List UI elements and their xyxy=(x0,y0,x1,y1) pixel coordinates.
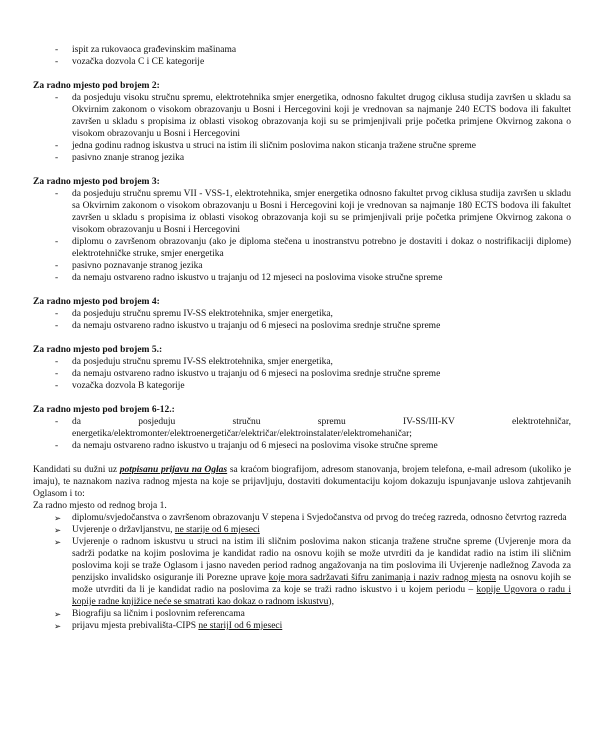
list-item: ➢ diplomu/svjedočanstva o završenom obrazovanju V stepena i Svjedočanstva od prvog do trećeg razreda, odnosno četvrtog razreda xyxy=(54,513,567,523)
list-item: - da posjeduju stručnu spremu IV-SS/III-KV elektrotehničar, energetika/elektromonter/elektroenergetičar/električar/elektroinstalater/elektromehaničar; xyxy=(55,417,571,439)
list-item: - da nemaju ostvareno radno iskustvo u trajanju od 6 mjeseci na poslovima srednje stručne spreme xyxy=(55,321,441,331)
list-item: - vozačka dozvola C i CE kategorije xyxy=(55,57,205,67)
position-1-label: Za radno mjesto od rednog broja 1. xyxy=(33,501,167,511)
list-item: - vozačka dozvola B kategorije xyxy=(55,381,185,391)
section-position-4 xyxy=(33,296,571,332)
list-item: - da nemaju ostvareno radno iskustvo u trajanju od 12 mjeseci na poslovima visoke stručne spreme xyxy=(55,273,443,283)
required-documents-list xyxy=(33,512,571,632)
list-item: - diplomu o završenom obrazovanju (ako je diploma stečena u inostranstvu potrebno je dostaviti i dokaz o nostrifikaciji diplome) elektrotehničke struke, smjer energetika xyxy=(55,237,571,259)
list-item: - da posjeduju stručnu spremu IV-SS elektrotehnika, smjer energetika, xyxy=(55,309,333,319)
dash-bullet: - xyxy=(55,45,59,55)
section-heading: Za radno mjesto pod brojem 4: xyxy=(33,297,160,307)
section-heading: Za radno mjesto pod brojem 5.: xyxy=(33,345,163,355)
arrow-bullet-icon: ➢ xyxy=(54,537,62,547)
section-heading: Za radno mjesto pod brojem 3: xyxy=(33,177,160,187)
section-position-5 xyxy=(33,344,571,392)
list-item: ➢ Uvjerenje o državljanstvu, ne starije od 6 mjeseci xyxy=(54,525,260,535)
application-instructions: Kandidati su dužni uz potpisanu prijavu na Oglas sa kraćom biografijom, adresom stanovanja, brojem telefona, e-mail adresom (ukoliko je imaju), te naznakom naziva radnog mjesta na koje se prijavljuju, dostaviti dokumentaciju kojom dokazuju ispunjavanje uslova zahtjevanih Oglasom i to: xyxy=(33,465,572,499)
list-item: ➢ Uvjerenje o radnom iskustvu u struci na istim ili sličnim poslovima nakon sticanja tražene stručne spreme (Uvjerenje mora da sadrži podatke na kojim poslovima je kandidat radio na osnovu kojih se može utvrditi da je kandidat radio na istim ili sličnim poslovima koji se traže Oglasom i jasno naveden period radnog angažovanja na tim poslovima ili Uvjerenje nadležnog Zavoda za penzijsko invalidsko osiguranje ili Porezne uprave koje mora sadržavati šifru zanimanja i naziv radnog mjesta na osnovu kojih se može utvrditi da li je kandidat radio na poslovima za koje se traži radno iskustvo i u kojem periodu – kopije Ugovora o radu i kopije radne knjižice neće se smatrati kao dokaz o radnom iskustvu), xyxy=(54,537,571,607)
list-item: - da posjeduju stručnu spremu VII - VSS-1, elektrotehnika, smjer energetika odnosno fakultet prvog ciklusa studija završen u skladu sa Okvirnim zakonom o visokom obrazovanju u Bosni i Hercegovini koji je vrednovan sa najmanje 180 ECTS bodova ili fakultet završen u skladu s propisima iz oblasti visokog obrazovanja koji su se primjenjivali prije početka primjene Okvirnog zakona o visokom obrazovanju u Bosni i Hercegovini xyxy=(55,189,571,235)
arrow-bullet-icon: ➢ xyxy=(54,609,62,619)
list-item: ➢ prijavu mjesta prebivališta-CIPS ne starijI od 6 mjeseci xyxy=(54,621,283,631)
dash-bullet: - xyxy=(55,57,59,67)
list-item: - pasivno znanje stranog jezika xyxy=(55,153,185,163)
section-position-6-12 xyxy=(33,404,571,452)
arrow-bullet-icon: ➢ xyxy=(54,525,62,535)
section-heading: Za radno mjesto pod brojem 6-12.: xyxy=(33,405,175,415)
list-item: ➢ Biografiju sa ličnim i poslovnim referencama xyxy=(54,609,245,619)
document-page xyxy=(33,44,571,632)
section-position-3 xyxy=(33,176,571,284)
section-heading: Za radno mjesto pod brojem 2: xyxy=(33,81,160,91)
list-item: - da posjeduju visoku stručnu spremu, elektrotehnika smjer energetika, odnosno fakultet drugog ciklusa studija završen u skladu sa Okvirnim zakonom o visokom obrazovanju u Bosni i Hercegovini koji je vrednovan sa najmanje 240 ECTS bodova ili fakultet završen u skladu s propisima iz oblasti visokog obrazovanja koji su se primjenjivali prije početka primjene Okvirnog zakona o visokom obrazovanju u Bosni i Hercegovini xyxy=(55,93,571,139)
equipment-requirements-list xyxy=(33,44,571,68)
arrow-bullet-icon: ➢ xyxy=(54,513,62,523)
list-item: - jedna godinu radnog iskustva u struci na istim ili sličnim poslovima nakon sticanja tražene stručne spreme xyxy=(55,141,476,151)
list-item: - da nemaju ostvareno radno iskustvo u trajanju od 6 mjeseci na poslovima srednje stručne spreme xyxy=(55,369,441,379)
list-item: - da posjeduju stručnu spremu IV-SS elektrotehnika, smjer energetika, xyxy=(55,357,333,367)
list-item: - ispit za rukovaoca građevinskim mašinama xyxy=(55,45,237,55)
list-item: - pasivno poznavanje stranog jezika xyxy=(55,261,203,271)
signed-application-emphasis: potpisanu prijavu na Oglas xyxy=(119,465,228,475)
section-position-2 xyxy=(33,80,571,164)
arrow-bullet-icon: ➢ xyxy=(54,621,62,631)
list-item: - da nemaju ostvareno radno iskustvo u trajanju od 6 mjeseci na poslovima visoke stručne spreme xyxy=(55,441,438,451)
